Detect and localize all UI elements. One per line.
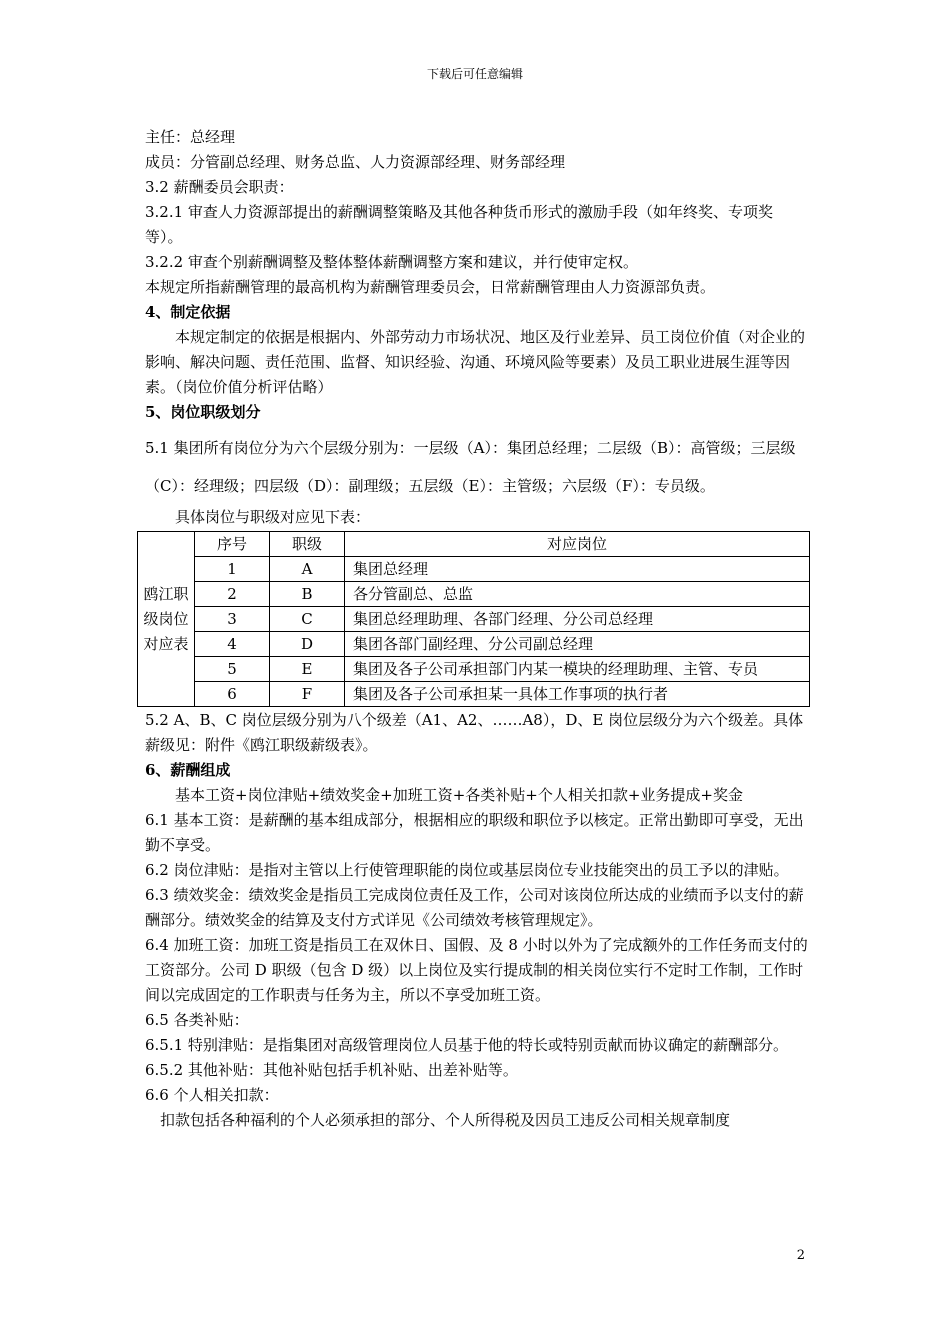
paragraph: 3.2 薪酬委员会职责：	[145, 178, 294, 196]
paragraph: 6.5 各类补贴：	[145, 1011, 249, 1029]
table-row	[138, 657, 810, 682]
paragraph: 6.3 绩效奖金：绩效奖金是指员工完成岗位责任及工作，公司对该岗位所达成的业绩而予以支付的薪酬部分。绩效奖金的结算及支付方式详见《公司绩效考核管理规定》。	[145, 886, 804, 929]
column-header: 对应岗位	[345, 532, 810, 557]
table-cell: E	[270, 657, 345, 682]
table-cell: 各分管副总、总监	[345, 582, 810, 607]
table-cell: B	[270, 582, 345, 607]
table-header-row	[138, 532, 810, 557]
table-cell: 6	[195, 682, 270, 707]
column-header: 序号	[195, 532, 270, 557]
salary-formula: 基本工资+岗位津贴+绩效奖金+加班工资+各类补贴+个人相关扣款+业务提成+奖金	[175, 786, 743, 804]
table-cell: 5	[195, 657, 270, 682]
paragraph: 6.5.2 其他补贴：其他补贴包括手机补贴、出差补贴等。	[145, 1061, 518, 1079]
table-cell: 3	[195, 607, 270, 632]
paragraph: 5.2 A、B、C 岗位层级分别为八个级差（A1、A2、……A8），D、E 岗位层级分为六个级差。具体薪级见：附件《鸥江职级薪级表》。	[145, 711, 804, 754]
table-cell: 集团及各子公司承担部门内某一模块的经理助理、主管、专员	[345, 657, 810, 682]
paragraph: 扣款包括各种福利的个人必须承担的部分、个人所得税及因员工违反公司相关规章制度	[160, 1111, 731, 1129]
document-body	[145, 125, 810, 1133]
table-cell: 1	[195, 557, 270, 582]
paragraph: 本规定所指薪酬管理的最高机构为薪酬管理委员会，日常薪酬管理由人力资源部负责。	[145, 278, 716, 296]
section-heading-6: 6、薪酬组成	[145, 761, 231, 779]
table-cell: 集团总经理助理、各部门经理、分公司总经理	[345, 607, 810, 632]
section-heading-5: 5、岗位职级划分	[145, 403, 261, 421]
paragraph: 本规定制定的依据是根据内、外部劳动力市场状况、地区及行业差异、员工岗位价值（对企业的影响、解决问题、责任范围、监督、知识经验、沟通、环境风险等要素）及员工职业进展生涯等因素。（岗位价值分析评估略）	[145, 328, 806, 396]
table-cell: 集团各部门副经理、分公司副总经理	[345, 632, 810, 657]
table-row	[138, 557, 810, 582]
table-cell: A	[270, 557, 345, 582]
table-row	[138, 582, 810, 607]
page-header: 下载后可任意编辑	[426, 67, 523, 81]
paragraph: 6.1 基本工资：是薪酬的基本组成部分，根据相应的职级和职位予以核定。正常出勤即可享受，无出勤不享受。	[145, 811, 804, 854]
paragraph: 6.5.1 特别津贴：是指集团对高级管理岗位人员基于他的特长或特别贡献而协议确定的薪酬部分。	[145, 1036, 788, 1054]
table-cell: 集团及各子公司承担某一具体工作事项的执行者	[345, 682, 810, 707]
paragraph: 6.2 岗位津贴：是指对主管以上行使管理职能的岗位或基层岗位专业技能突出的员工予以的津贴。	[145, 861, 789, 879]
paragraph: 3.2.1 审查人力资源部提出的薪酬调整策略及其他各种货币形式的激励手段（如年终奖、专项奖等）。	[145, 203, 773, 246]
table-intro: 具体岗位与职级对应见下表：	[175, 508, 371, 526]
grade-position-table	[137, 531, 810, 707]
table-row	[138, 632, 810, 657]
section-heading-4: 4、制定依据	[145, 303, 231, 321]
table-cell: 集团总经理	[345, 557, 810, 582]
table-cell: C	[270, 607, 345, 632]
table-cell: 4	[195, 632, 270, 657]
paragraph: 6.6 个人相关扣款：	[145, 1086, 279, 1104]
table-cell: D	[270, 632, 345, 657]
paragraph: 主任：总经理	[145, 128, 236, 146]
table-cell: F	[270, 682, 345, 707]
table-row	[138, 607, 810, 632]
table-cell: 2	[195, 582, 270, 607]
page-number: 2	[796, 1248, 805, 1263]
paragraph: 3.2.2 审查个别薪酬调整及整体整体薪酬调整方案和建议，并行使审定权。	[145, 253, 638, 271]
paragraph: 6.4 加班工资：加班工资是指员工在双休日、国假、及 8 小时以外为了完成额外的工作任务而支付的工资部分。公司 D 职级（包含 D 级）以上岗位及实行提成制的相关岗位实行不定时工作制，工作时间以完成固定的工作职责与任务为主，所以不享受加班工资。	[145, 936, 808, 1004]
table-side-label: 鸥江职级岗位对应表	[138, 532, 195, 707]
paragraph: 成员：分管副总经理、财务总监、人力资源部经理、财务部经理	[145, 153, 566, 171]
column-header: 职级	[270, 532, 345, 557]
table-row	[138, 682, 810, 707]
paragraph: 5.1 集团所有岗位分为六个层级分别为：一层级（A）：集团总经理；二层级（B）：高管级；三层级（C）：经理级；四层级（D）：副理级；五层级（E）：主管级；六层级（F）：专员级。	[145, 439, 796, 495]
